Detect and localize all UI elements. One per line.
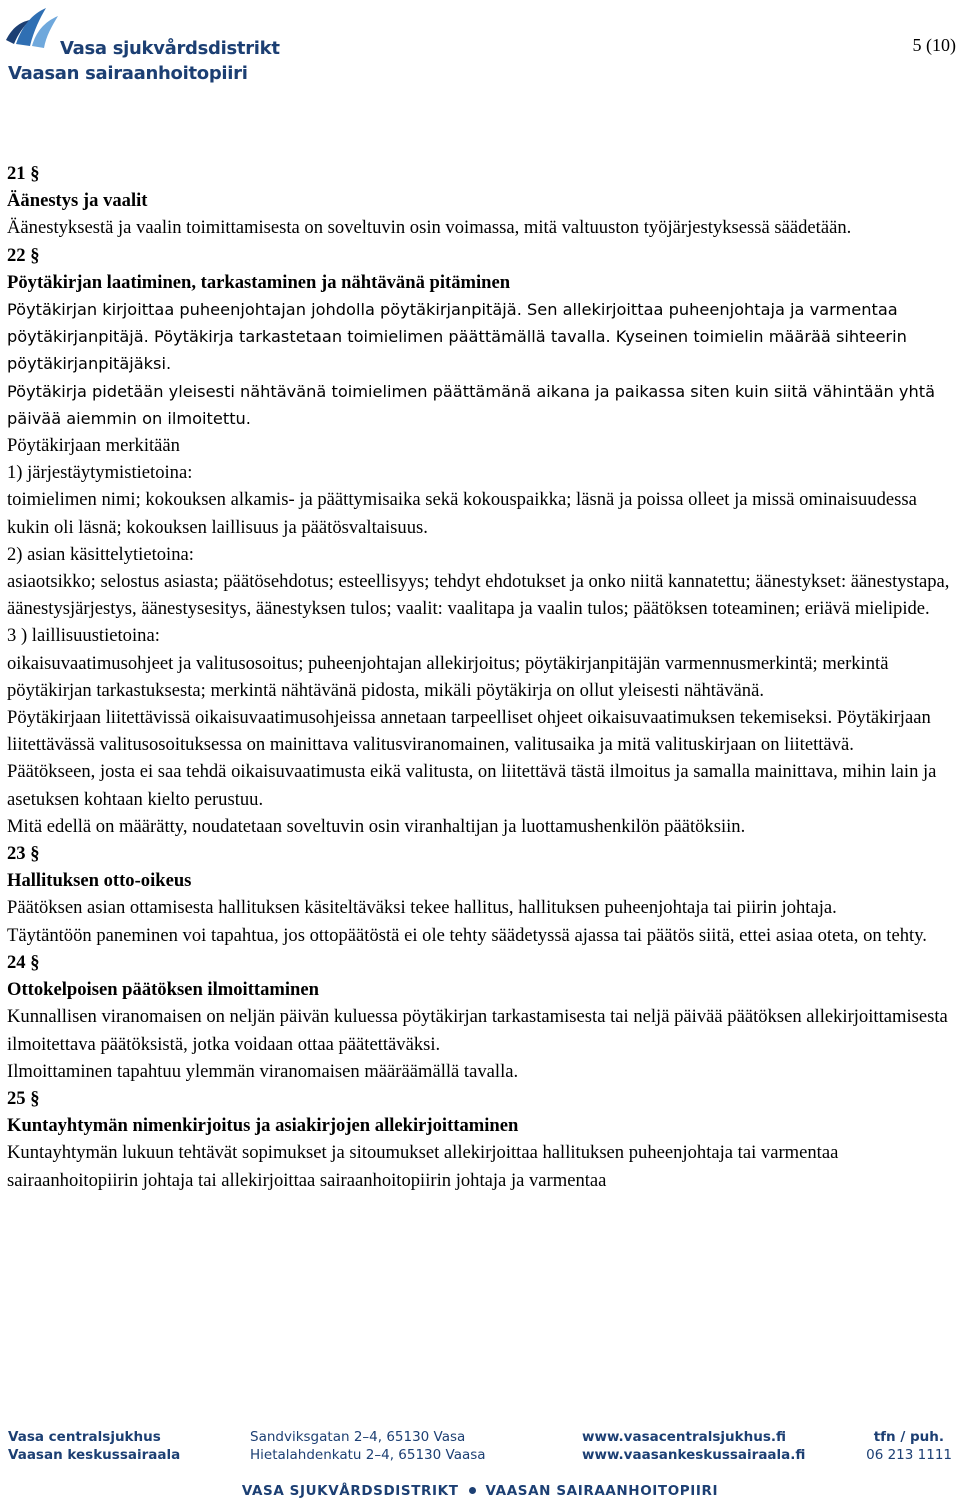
bird-wings-logo-icon <box>4 4 60 54</box>
page-number: 5 (10) <box>912 35 956 55</box>
website-link-swedish[interactable]: www.vasacentralsjukhus.fi <box>582 1429 786 1445</box>
address-swedish: Sandviksgatan 2–4, 65130 Vasa <box>250 1429 466 1445</box>
address-finnish: Hietalahdenkatu 2–4, 65130 Vaasa <box>250 1447 486 1463</box>
section-number: 21 § <box>7 163 40 184</box>
section-number: 23 § <box>7 843 40 865</box>
paragraph: 2) asian käsittelytietoina: <box>7 543 194 565</box>
phone-label: tfn / puh. <box>873 1429 944 1445</box>
paragraph: Kunnallisen viranomaisen on neljän päivän kuluessa pöytäkirjan tarkastamisesta tai neljä päivää päätöksen allekirjoittamisesta ilmoitettava päätöksistä, jotka voidaan ottaa päätettäväksi. <box>7 1006 948 1055</box>
paragraph: 3 ) laillisuustietoina: <box>7 625 160 647</box>
website-link-finnish[interactable]: www.vaasankeskussairaala.fi <box>582 1447 806 1463</box>
section-number: 22 § <box>7 244 40 266</box>
section-title: Äänestys ja vaalit <box>7 190 148 212</box>
section-title: Kuntayhtymän nimenkirjoitus ja asiakirjojen allekirjoittaminen <box>7 1115 519 1137</box>
paragraph: Mitä edellä on määrätty, noudatetaan soveltuvin osin viranhaltijan ja luottamushenkilön päätöksiin. <box>7 815 746 837</box>
paragraph: 1) järjestäytymistietoina: <box>7 462 193 484</box>
footer-tagline <box>0 1483 960 1499</box>
paragraph: Äänestyksestä ja vaalin toimittamisesta on soveltuvin osin voimassa, mitä valtuuston työjärjestyksessä säädetään. <box>7 217 852 239</box>
paragraph: Pöytäkirjaan merkitään <box>7 435 180 457</box>
hospital-name-swedish: Vasa centralsjukhus <box>8 1429 161 1445</box>
separator-dot-icon <box>469 1487 476 1494</box>
section-title: Ottokelpoisen päätöksen ilmoittaminen <box>7 979 319 1001</box>
paragraph: oikaisuvaatimusohjeet ja valitusosoitus; puheenjohtajan allekirjoitus; pöytäkirjanpitäjän varmennusmerkintä; merkintä pöytäkirjan tarkastuksesta; merkintä nähtävänä pidosta, mikäli pöytäkirja on ollut yleisesti nähtävänä. <box>7 652 889 701</box>
section-title: Pöytäkirjan laatiminen, tarkastaminen ja nähtävänä pitäminen <box>7 271 511 293</box>
page-header <box>0 0 960 110</box>
tagline-finnish: VAASAN SAIRAANHOITOPIIRI <box>485 1483 719 1499</box>
document-body <box>7 160 957 1194</box>
section-title: Hallituksen otto-oikeus <box>7 870 192 892</box>
paragraph: Päätökseen, josta ei saa tehdä oikaisuvaatimusta eikä valitusta, on liitettävä tästä ilmoitus ja samalla mainittava, mihin lain ja asetuksen kohtaan kielto perustuu. <box>7 761 937 810</box>
paragraph: toimielimen nimi; kokouksen alkamis- ja päättymisaika sekä kokouspaikka; läsnä ja poissa olleet ja missä ominaisuudessa kukin oli läsnä; kokouksen laillisuus ja päätösvaltaisuus. <box>7 489 917 538</box>
section-number: 25 § <box>7 1087 40 1109</box>
paragraph: Pöytäkirjaan liitettävissä oikaisuvaatimusohjeissa annetaan tarpeelliset ohjeet oikaisuvaatimuksen tekemiseksi. Pöytäkirjaan liitettävässä valitusosoituksessa on mainittava valitusviranomainen, valitusaika ja mitä valituskirjaan on liitettävä. <box>7 707 931 756</box>
tagline-swedish: VASA SJUKVÅRDSDISTRIKT <box>241 1483 459 1499</box>
hospital-name-finnish: Vaasan keskussairaala <box>8 1447 181 1463</box>
paragraph: asiaotsikko; selostus asiasta; päätösehdotus; esteellisyys; tehdyt ehdotukset ja onko niitä kannatettu; äänestykset: äänestystapa, äänestysjärjestys, äänestysesitys, äänestyksen tulos; vaalit: vaalitapa ja vaalin tulos; päätöksen toteaminen; eriävä mielipide. <box>7 571 950 620</box>
paragraph: Kuntayhtymän lukuun tehtävät sopimukset ja sitoumukset allekirjoittaa hallituksen puheenjohtaja tai varmentaa sairaanhoitopiirin johtaja tai allekirjoittaa sairaanhoitopiirin johtaja ja varmentaa <box>7 1142 839 1191</box>
paragraph: Pöytäkirja pidetään yleisesti nähtävänä toimielimen päättämänä aikana ja paikassa siten kuin siitä vähintään yhtä päivää aiemmin on ilmoitettu. <box>7 381 936 428</box>
paragraph: Pöytäkirjan kirjoittaa puheenjohtajan johdolla pöytäkirjanpitäjä. Sen allekirjoittaa puheenjohtaja ja varmentaa pöytäkirjanpitäjä. Pöytäkirja tarkastetaan toimielimen päättämällä tavalla. Kyseinen toimielin määrää sihteerin pöytäkirjanpitäjäksi. <box>7 300 907 374</box>
paragraph: Päätöksen asian ottamisesta hallituksen käsiteltäväksi tekee hallitus, hallituksen puheenjohtaja tai piirin johtaja. <box>7 897 837 919</box>
org-name-swedish: Vasa sjukvårdsdistrikt <box>60 38 280 59</box>
phone-number: 06 213 1111 <box>866 1447 952 1463</box>
org-name-finnish: Vaasan sairaanhoitopiiri <box>8 63 248 84</box>
page-footer <box>0 1420 960 1502</box>
section-number: 24 § <box>7 951 40 973</box>
paragraph: Ilmoittaminen tapahtuu ylemmän viranomaisen määräämällä tavalla. <box>7 1060 519 1082</box>
paragraph: Täytäntöön paneminen voi tapahtua, jos ottopäätöstä ei ole tehty säädetyssä ajassa tai päätös siitä, ettei asiaa oteta, on tehty. <box>7 924 927 946</box>
